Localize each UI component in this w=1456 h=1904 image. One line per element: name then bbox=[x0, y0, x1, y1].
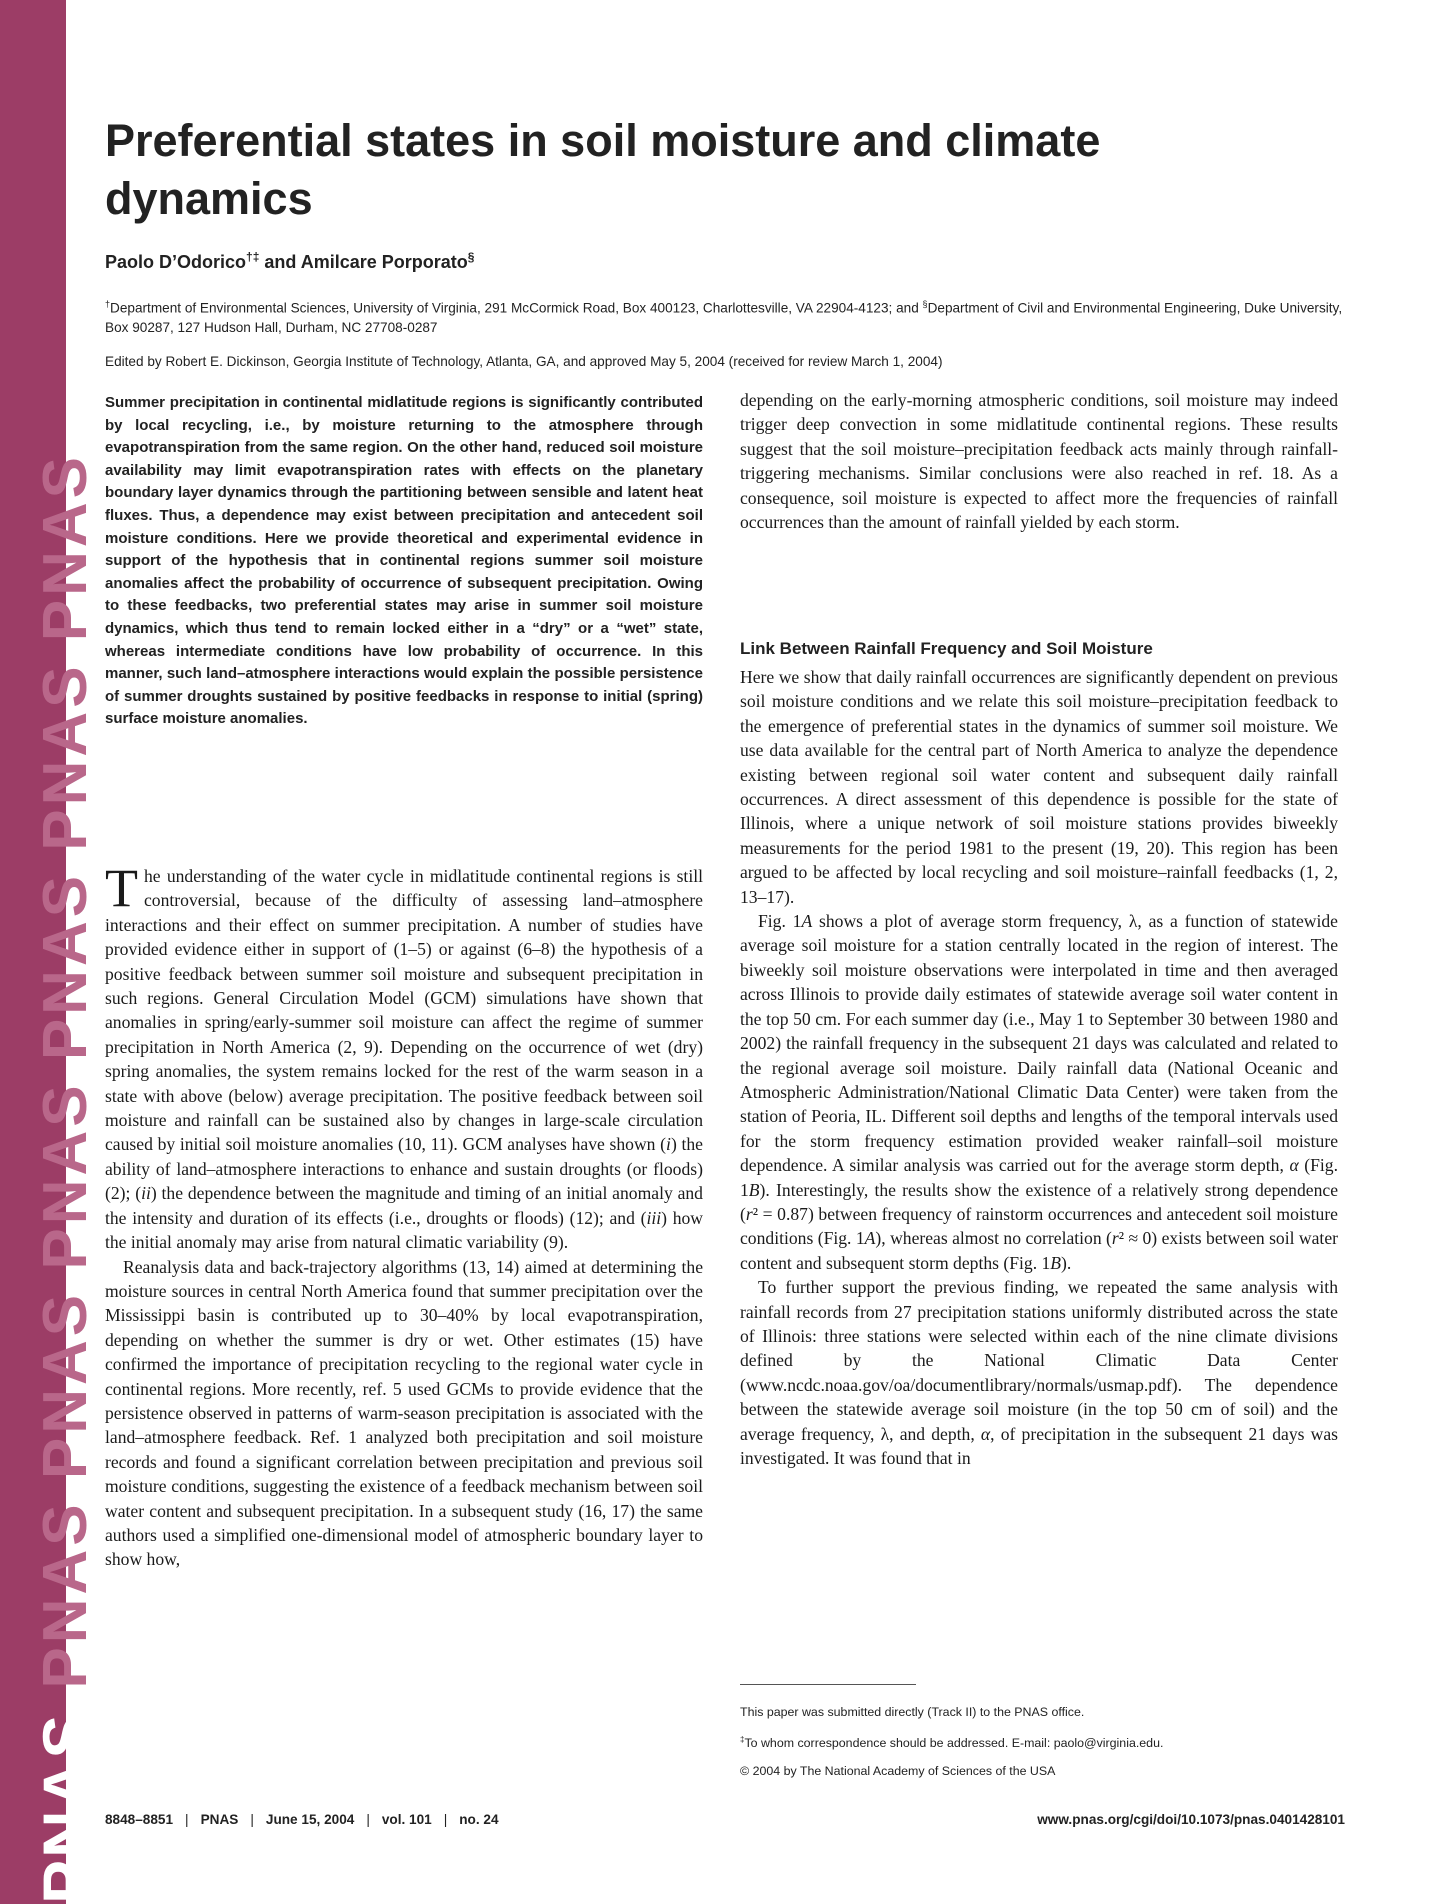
affiliations bbox=[105, 295, 1345, 337]
footnotes bbox=[740, 1698, 1340, 1785]
sidebar-brand-label: PNAS bbox=[29, 1712, 103, 1904]
footnote-rule bbox=[740, 1684, 916, 1685]
right-column-top bbox=[740, 388, 1338, 534]
text-run: , of precipitation in the subsequent 21 days was investigated. It was found that in bbox=[740, 1423, 1338, 1468]
issue-date: June 15, 2004 bbox=[265, 1812, 355, 1827]
italic-run: α bbox=[1289, 1155, 1299, 1176]
italic-run: ii bbox=[141, 1183, 151, 1204]
author-marks: § bbox=[467, 250, 475, 264]
text-run: ), whereas almost no correlation ( bbox=[875, 1228, 1112, 1249]
article-title: Preferential states in soil moisture and climate dynamics bbox=[105, 115, 1101, 224]
footnote: This paper was submitted directly (Track II) to the PNAS office. bbox=[740, 1705, 1085, 1719]
body-paragraph: depending on the early-morning atmospheric conditions, soil moisture may indeed trigger deep convection in some midlatitude continental regions. These results suggest that the soil moisture–precipitation feedback acts mainly through rainfall-triggering mechanisms. Similar conclusions were also reached in ref. 18. As a consequence, soil moisture is expected to affect more the frequencies of rainfall occurrences than the amount of rainfall yielded by each storm. bbox=[740, 390, 1338, 533]
italic-run: A bbox=[801, 911, 813, 932]
page-footer bbox=[105, 1812, 1345, 1834]
text-run: To further support the previous finding, we repeated the same analysis with rainfall records from 27 precipitation stations uniformly distributed across the state of Illinois: three stations were selected within each of the nine climate divisions defined by the National Climatic Data Center (www.ncdc.noaa.gov/oa/documentlibrary/normals/usmap.pdf). The dependence between the statewide average soil moisture (in the top 50 cm of soil) and the average frequency, λ, and depth, bbox=[740, 1277, 1338, 1444]
text-run: shows a plot of average storm frequency, λ, as a function of statewide average soil moisture for a station centrally located in the region of interest. The biweekly soil moisture observations were interpolated in time and then averaged across Illinois to provide daily estimates of statewide average soil water content in the top 50 cm. For each summer day (i.e., May 1 to September 30 between 1980 and 2002) the rainfall frequency in the subsequent 21 days was calculated and related to the regional average soil moisture. Daily rainfall data (National Oceanic and Atmospheric Administration/National Climatic Data Center) were taken from the station of Peoria, IL. Different soil depths and lengths of the temporal intervals used for the storm frequency estimation provided weaker rainfall–soil moisture dependence. A similar analysis was carried out for the average storm depth, bbox=[740, 911, 1338, 1176]
italic-run: r bbox=[1111, 1228, 1119, 1249]
left-column bbox=[105, 858, 704, 1572]
affiliation-text: Department of Environmental Sciences, University of Virginia, 291 McCormick Road, Box 400123, Charlottesville, VA 22904-4123; and bbox=[110, 300, 923, 316]
italic-run: A bbox=[864, 1228, 876, 1249]
author-joiner: and bbox=[259, 252, 301, 272]
affiliation-text: Department of Civil and Environmental Engineering, Duke University, Box 90287, 127 Hudson Hall, Durham, NC 27708-0287 bbox=[105, 300, 1343, 335]
italic-run: iii bbox=[646, 1207, 662, 1228]
body-paragraph: Here we show that daily rainfall occurrences are significantly dependent on previous soil moisture conditions and we relate this soil moisture–precipitation feedback to the emergence of preferential states in the dynamics of summer soil moisture. We use data available for the central part of North America to analyze the dependence existing between regional soil water content and subsequent daily rainfall occurrences. A direct assessment of this dependence is possible for the state of Illinois, where a unique network of soil moisture stations provides biweekly measurements for the period 1981 to the present (19, 20). This region has been argued to be affected by local recycling and soil moisture–rainfall feedbacks (1, 2, 13–17). bbox=[740, 667, 1338, 907]
volume: vol. 101 bbox=[381, 1812, 432, 1827]
intro-paragraph bbox=[105, 858, 704, 1255]
sidebar-watermark: PNAS PNAS PNAS PNAS PNAS PNAS bbox=[31, 452, 100, 1689]
journal-sidebar bbox=[0, 0, 103, 1904]
text-run: ) how the initial anomaly may arise from natural climatic variability (9). bbox=[105, 1207, 704, 1253]
edited-by-line: Edited by Robert E. Dickinson, Georgia Institute of Technology, Atlanta, GA, and approved May 5, 2004 (received for review March 1, 2004) bbox=[105, 354, 943, 369]
italic-run: B bbox=[748, 1179, 760, 1200]
doi-link[interactable]: www.pnas.org/cgi/doi/10.1073/pnas.0401428101 bbox=[1037, 1812, 1345, 1827]
separator: | bbox=[185, 1812, 189, 1827]
italic-run: r bbox=[745, 1203, 753, 1224]
text-run: Fig. 1 bbox=[758, 911, 802, 932]
footnote: © 2004 by The National Academy of Sciences of the USA bbox=[740, 1764, 1056, 1779]
page-range: 8848–8851 bbox=[105, 1812, 174, 1827]
italic-run: i bbox=[666, 1134, 671, 1155]
footnote bbox=[740, 1726, 1340, 1757]
footer-citation bbox=[105, 1812, 499, 1827]
text-run: he understanding of the water cycle in midlatitude continental regions is still controversial, because of the difficulty of assessing land–atmosphere interactions and their effect on summer precipitation. A number of studies have provided evidence either in support of (1–5) or against (6–8) the hypothesis of a positive feedback between summer soil moisture and subsequent precipitation in such regions. General Circulation Model (GCM) simulations have shown that anomalies in spring/early-summer soil moisture can affect the regime of summer precipitation in North America (2, 9). Depending on the occurrence of wet (dry) spring anomalies, the system remains locked for the rest of the warm season in a state with above (below) average precipitation. The positive feedback between soil moisture and rainfall can be sustained also by changes in large-scale circulation caused by initial soil moisture anomalies (10, 11). GCM analyses have shown ( bbox=[105, 866, 703, 1155]
separator: | bbox=[250, 1812, 254, 1827]
separator: | bbox=[443, 1812, 448, 1827]
text-run: (Fig. 1 bbox=[740, 1155, 1338, 1200]
journal-name: PNAS bbox=[200, 1812, 239, 1827]
affiliation-mark: § bbox=[922, 299, 928, 309]
author-marks: †‡ bbox=[246, 250, 260, 264]
author-list bbox=[105, 250, 474, 273]
author-name: Amilcare Porporato bbox=[300, 252, 468, 272]
footnote-mark: ‡ bbox=[740, 1735, 745, 1744]
text-run: ) the ability of land–atmosphere interactions to enhance and sustain droughts (or floods) (2); ( bbox=[105, 1134, 703, 1204]
body-paragraph bbox=[740, 1275, 1338, 1470]
text-run: ² ≈ 0) exists between soil water content and subsequent storm depths (Fig. 1 bbox=[740, 1228, 1338, 1273]
text-run: ). Interestingly, the results show the existence of a relatively strong dependence ( bbox=[740, 1179, 1338, 1224]
text-run: ). bbox=[1061, 1252, 1072, 1273]
author-name: Paolo D’Odorico bbox=[105, 252, 247, 272]
right-column-section bbox=[740, 637, 1338, 1470]
affiliation-mark: † bbox=[105, 299, 111, 309]
separator: | bbox=[366, 1812, 370, 1827]
italic-run: α bbox=[980, 1423, 991, 1444]
abstract: Summer precipitation in continental midlatitude regions is significantly contributed by local recycling, i.e., by moisture returning to the atmosphere through evapotranspiration from the same region. On the other hand, reduced soil moisture availability may limit evapotranspiration rates with effects on the planetary boundary layer dynamics through the partitioning between sensible and latent heat fluxes. Thus, a dependence may exist between precipitation and antecedent soil moisture conditions. Here we provide theoretical and experimental evidence in support of the hypothesis that in continental regions summer soil moisture anomalies affect the probability of occurrence of subsequent precipitation. Owing to these feedbacks, two preferential states may arise in summer soil moisture dynamics, which thus tend to remain locked either in a “dry” or a “wet” state, whereas intermediate conditions have low probability of occurrence. In this manner, such land–atmosphere interactions would explain the possible persistence of summer droughts sustained by positive feedbacks in response to initial (spring) surface moisture anomalies. bbox=[105, 394, 703, 728]
body-paragraph: Reanalysis data and back-trajectory algorithms (13, 14) aimed at determining the moisture sources in central North America found that summer precipitation over the Mississippi basin is contributed up to 30–40% by local evapotranspiration, depending on whether the summer is dry or wet. Other estimates (15) have confirmed the importance of precipitation recycling to the regional water cycle in continental regions. More recently, ref. 5 used GCMs to provide evidence that the persistence observed in patterns of warm-season precipitation is associated with the land–atmosphere feedback. Ref. 1 analyzed both precipitation and soil moisture records and found a significant correlation between precipitation and previous soil moisture conditions, suggesting the existence of a feedback mechanism between soil water content and subsequent precipitation. In a subsequent study (16, 17) the same authors used a simplified one-dimensional model of atmospheric boundary layer to show how, bbox=[105, 1256, 703, 1570]
text-run: ) the dependence between the magnitude and timing of an initial anomaly and the intensity and duration of its effects (i.e., droughts or floods) (12); and ( bbox=[105, 1183, 703, 1228]
sidebar-brand bbox=[29, 452, 103, 1904]
text-run: ² = 0.87) between frequency of rainstorm occurrences and antecedent soil moisture conditions (Fig. 1 bbox=[740, 1203, 1338, 1249]
footnote-text: To whom correspondence should be addressed. E-mail: paolo@virginia.edu. bbox=[744, 1736, 1164, 1751]
section-heading: Link Between Rainfall Frequency and Soil Moisture bbox=[740, 639, 1153, 658]
drop-cap: T bbox=[105, 858, 138, 918]
body-paragraph bbox=[740, 909, 1338, 1275]
italic-run: B bbox=[1050, 1252, 1062, 1273]
issue-number: no. 24 bbox=[459, 1812, 499, 1827]
